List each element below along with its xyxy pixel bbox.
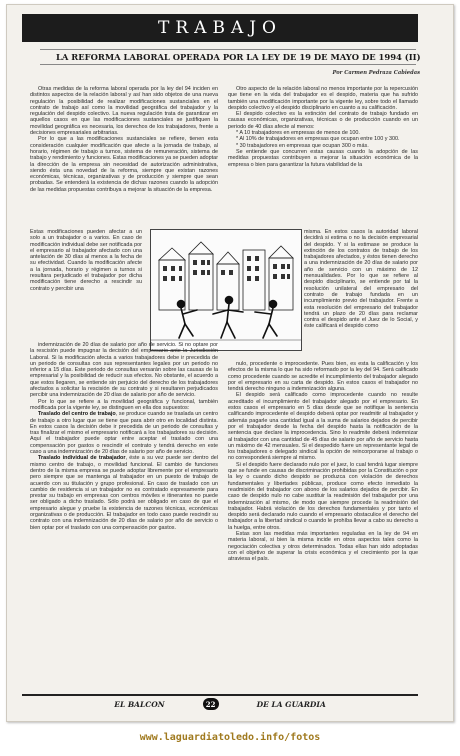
paragraph: Estas son las medidas más importantes reguladas en la ley de 94 en materia laboral, si bien la misma incide en otros aspectos tales como la negociación colectiva y otros determinados. Todas ellas han sido adoptadas con el objetivo de superar la crisis económica y el crecimiento por la que atraviesa el país. (228, 531, 418, 563)
paragraph: El despido colectivo es la extinción del contrato de trabajo fundado en causas económicas, organizativas, técnicas o de producción cuando en un periodo de 40 días afecte al menos: (228, 111, 418, 130)
list-item: * 30 trabajadores en empresas que ocupan 300 o más. (236, 142, 369, 149)
section-title-bar (22, 14, 418, 42)
subhead-traslado-individual: Traslado individual de trabajador (38, 455, 126, 462)
subhead-traslado-centro: Traslado del centro de trabajo (38, 411, 116, 418)
headline-rule-bottom (40, 64, 416, 65)
paragraph: Se entiende que concurren estas causas cuando la adopción de las medidas propuestas contribuyen a mejorar la situación económica de la empresa o bien para garantizar la futura viabilidad de la (228, 148, 418, 168)
footer-right-title: DE LA GUARDIA (256, 699, 326, 709)
paragraph: indemnización de 20 días de salario por año de servicio. Si no optare por la rescisión puede impugnar la decisión del empresario ante la Jurisdicción Laboral. Si la modificación afecta a varios trabajadores debe ir precedida de un periodo de consultas con sus representantes legales por un periodo no inferior a 15 días. Este periodo de consultas versarán sobre las causas de la empresarial y la posibilidad de reducir sus efectos. No obstante, el acuerdo a que estos llegaren, se entiende sin perjuicio del derecho de los trabajadores afectados a solicitar la rescisión de su contrato y si resultaren perjudicados percibir una indemnización de 20 días de salario por año de servicio. (30, 342, 218, 399)
left-wrap-text (30, 229, 142, 292)
paragraph: Por lo que a las modificaciones sustanciales se refiere, tienen esta consideración cualquier modificación que afecte a la jornada de trabajo, al horario, régimen de trabajo a turnos, sistema de remuneración, sistema de trabajo y rendimiento y funciones. Estas modificaciones ya se pueden adoptar la dirección de la empresa sin necesidad de autorización administrativa, siendo ésta una novedad de la reforma, siempre que existan razones económicas, técnicas, organizativas y de producción y siempre que sean probadas. Se entenderá la existencia de dichas razones cuando la adopción de las medidas propuestas contribuya a mejorar la situación de la empresa. (30, 136, 219, 193)
paragraph: El despido será calificado como improcedente cuando no resulte acreditado el incumplimiento del trabajador alegado por el empresario. En estos casos el empresario en 5 días desde que se notifique la sentencia calificando improcedente el despido deberá optar por readmitir al trabajador y además pagarle una cantidad igual a la suma de salarios dejados de percibir por el trabajador desde la fecha del despido hasta la notificación de la sentencia que declare la improcedencia. Sino lo readmite deberá indemnizar al trabajador con una cantidad de 45 días de salario por año de servicio hasta un máximo de 42 mensuales. Si el despedido fuere un representante legal de los trabajadores o delegado sindical la opción de reincorporarse al trabajo o no corresponderá siempre al mismo. (228, 392, 418, 462)
paragraph (30, 455, 218, 531)
paragraph: Si el despido fuere declarado nulo por el juez, lo cual tendrá lugar siempre que se funde en causas de discriminación prohibidas por la Constitución o por la ley o cuando dicho despido se produzca con violación de derechos fundamentales y libertades públicas, produce como efecto inmediato la readmisión del trabajador con abono de los salarios dejados de percibir. En caso de despido nulo no cabe sustituir la readmisión del trabajador por una indemnización al mismo, de modo que siempre procede la readmisión del trabajador. Habrá violación de los derechos fundamentales y por tanto el despido será declarado nulo cuando el empresario obstaculice el derecho del trabajador a la libertad sindical o cuando le prohíba llevar a cabo su derecho a la huelga, entre otros. (228, 461, 418, 531)
footer-left-title: EL BALCON (114, 699, 165, 709)
left-column-bottom (30, 342, 218, 531)
city-workers-illustration (151, 230, 301, 350)
paragraph-text: , se produce cuando se traslada un centro de trabajo a otro lugar que se tiene que para abrir otro en localidad distinta. En estos casos la decisión debe ir precedida de un periodo de consultas y tras finalizar el mismo el empresario notificará a los trabajadores su decisión. Aquí el trabajador puede optar entre aceptar el traslado con una compensación por gastos o rescindir el contrato y tendrá derecho en este caso a una indemnización de 20 días de salario por año de servicio. (30, 411, 218, 456)
section-title: TRABAJO (158, 18, 282, 38)
article-illustration (150, 229, 302, 351)
article-byline: Por Carmen Pedraza Cabiedas (332, 70, 420, 76)
left-column-top (30, 86, 218, 193)
footer-rule (22, 694, 418, 696)
paragraph: Otro aspecto de la relación laboral no menos importante por la repercusión que tiene en la vida del trabajador es el despido, materia que ha sufrido también una modificación importante por la vigente ley, sobre todo el llamado despido colectivo y el despido disciplinario en cuanto a su calificación. (228, 86, 418, 111)
right-wrap-text (304, 229, 418, 330)
article-headline: LA REFORMA LABORAL OPERADA POR LA LEY DE 19 DE MAYO DE 1994 (II) (56, 52, 421, 62)
right-column-top (228, 86, 418, 168)
list-item: * Al 10% de trabajadores en empresas que ocupan entre 100 y 300. (236, 136, 400, 143)
paragraph-text: , éste a su vez puede ser dentro del mismo centro de trabajo, o movilidad funcional. El cambio de funciones dentro de la misma empresa se puede adoptar libremente por el empresario pero siempre que se mantenga al trabajador en un puesto de trabajo de acuerdo con su titulación y grupo profesional. En caso de traslado con un cambio de residencia si un trabajador no es contratado expresamente para prestar su trabajo en empresas con centros móviles e itinerantes no puede ser obligado a dicho traslado. Sólo podrá ser obligado en caso de que el empresario alegue y pruebe la existencia de razones técnicas, económicas organizativas o de producción. El trabajador en todo caso puede rescindir su contrato con una indemnización de 20 días de salario por año de servicio o bien optar por el traslado con una compensación por gastos. (30, 455, 218, 531)
right-column-bottom (228, 361, 418, 563)
source-watermark: www.laguardiatoledo.info/fotos (139, 732, 321, 743)
page-footer (22, 697, 418, 711)
headline-rule-top (40, 49, 416, 50)
paragraph (30, 411, 218, 455)
paragraph: misma. En estos casos la autoridad laboral decidirá si estima o no la decisión empresarial del despido. Y si la estimase se produce la extinción de los contratos de trabajo de los trabajadores afectados, y éstos tienen derecho a una indemnización de 20 días de salario por año de servicio con un máximo de 12 mensualidades. Por lo que se refiere al despido disciplinario, se entiende por tal la resolución unilateral del empresario del contrato de trabajo fundada en un incumplimiento previo del trabajador. Frente a esta resolución del empresario del trabajador tendrá un plazo de 20 días para reclamar contra el despido ante el Juez de lo Social, y éste calificará el despido como (304, 229, 418, 330)
paragraph: Estas modificaciones pueden afectar a un solo a un trabajador o a varios. En caso de modificación individual debe ser notificada por el empresario al trabajador afectado con una antelación de 30 días al menos a la fecha de su efectividad. Cuando la modificación afecte a la jornada, horario y régimen a turnos si resultara perjudicado el trabajador por dicha modificación tiene derecho a rescindir su contrato y percibir una (30, 229, 142, 292)
paragraph: Otras medidas de la reforma laboral operada por la ley del 94 inciden en distintos aspectos de la relación laboral y así han sido objetos de una nueva regulación la posibilidad de realizar modificaciones sustanciales en el contrato de trabajo así como la movilidad geográfica del trabajador y la regulación del despido colectivo. La nueva regulación trata de garantizar en aquellos casos en que las modificaciones sustanciales se justifiquen la movilidad geográfica es necesaria, los derechos de los trabajadores, frente a decisiones empresariales arbitrarias. (30, 86, 218, 137)
page-number: 22 (203, 698, 219, 710)
list-item: * A 10 trabajadores en empresas de menos de 100. (236, 130, 360, 137)
paragraph: Por lo que se refiere a la movilidad geográfica y funcional, también modificada por la vigente ley, se distinguen en ella dos supuestos: (30, 398, 218, 411)
paragraph: nulo, procedente o improcedente. Pues bien, es esta la calificación y los efectos de la misma lo que ha sido reformado por la ley del 94. Será calificado como procedente cuando se acredite el incumplimiento del trabajador alegado por el empresario en su carta de despido. En estos casos el trabajador no tendrá derecho ninguno a indemnización alguna. (228, 361, 418, 393)
